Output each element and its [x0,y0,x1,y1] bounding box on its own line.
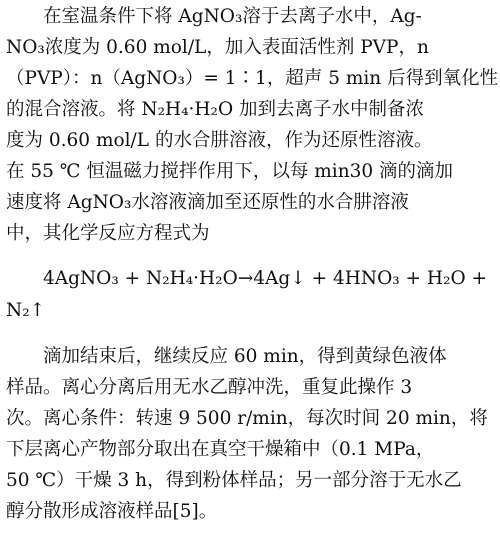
chemical-equation-continuation: N₂↑ [6,300,46,321]
text-line: 50 ℃）干燥 3 h，得到粉体样品；另一部分溶于无水乙 [6,470,462,491]
text-line: 中，其化学反应方程式为 [6,223,210,244]
text-line: 的混合溶液。将 N₂H₄·H₂O 加到去离子水中制备浓 [6,99,425,120]
text-line: 在 55 ℃ 恒温磁力搅拌作用下，以每 min30 滴的滴加 [6,161,454,182]
text-line: 度为 0.60 mol/L 的水合肼溶液，作为还原性溶液。 [6,130,433,151]
chemical-equation: 4AgNO₃ + N₂H₄·H₂O→4Ag↓ + 4HNO₃ + H₂O + [6,268,488,289]
text-line: 样品。离心分离后用无水乙醇冲洗，重复此操作 3 [6,377,413,398]
text-line: 速度将 AgNO₃水溶液滴加至还原性的水合肼溶液 [6,192,409,213]
text-line: 在室温条件下将 AgNO₃溶于去离子水中，Ag- [6,6,422,27]
text-line: 下层离心产物部分取出在真空干燥箱中（0.1 MPa， [6,439,435,460]
text-line: NO₃浓度为 0.60 mol/L，加入表面活性剂 PVP，n [6,37,429,58]
text-line: 滴加结束后，继续反应 60 min，得到黄绿色液体 [6,346,447,367]
text-line: 醇分散形成溶液样品[5]。 [6,501,218,522]
text-line: （PVP）：n（AgNO₃）= 1∶1，超声 5 min 后得到氧化性 [6,68,499,89]
text-line: 次。离心条件：转速 9 500 r/min，每次时间 20 min，将 [6,408,488,429]
